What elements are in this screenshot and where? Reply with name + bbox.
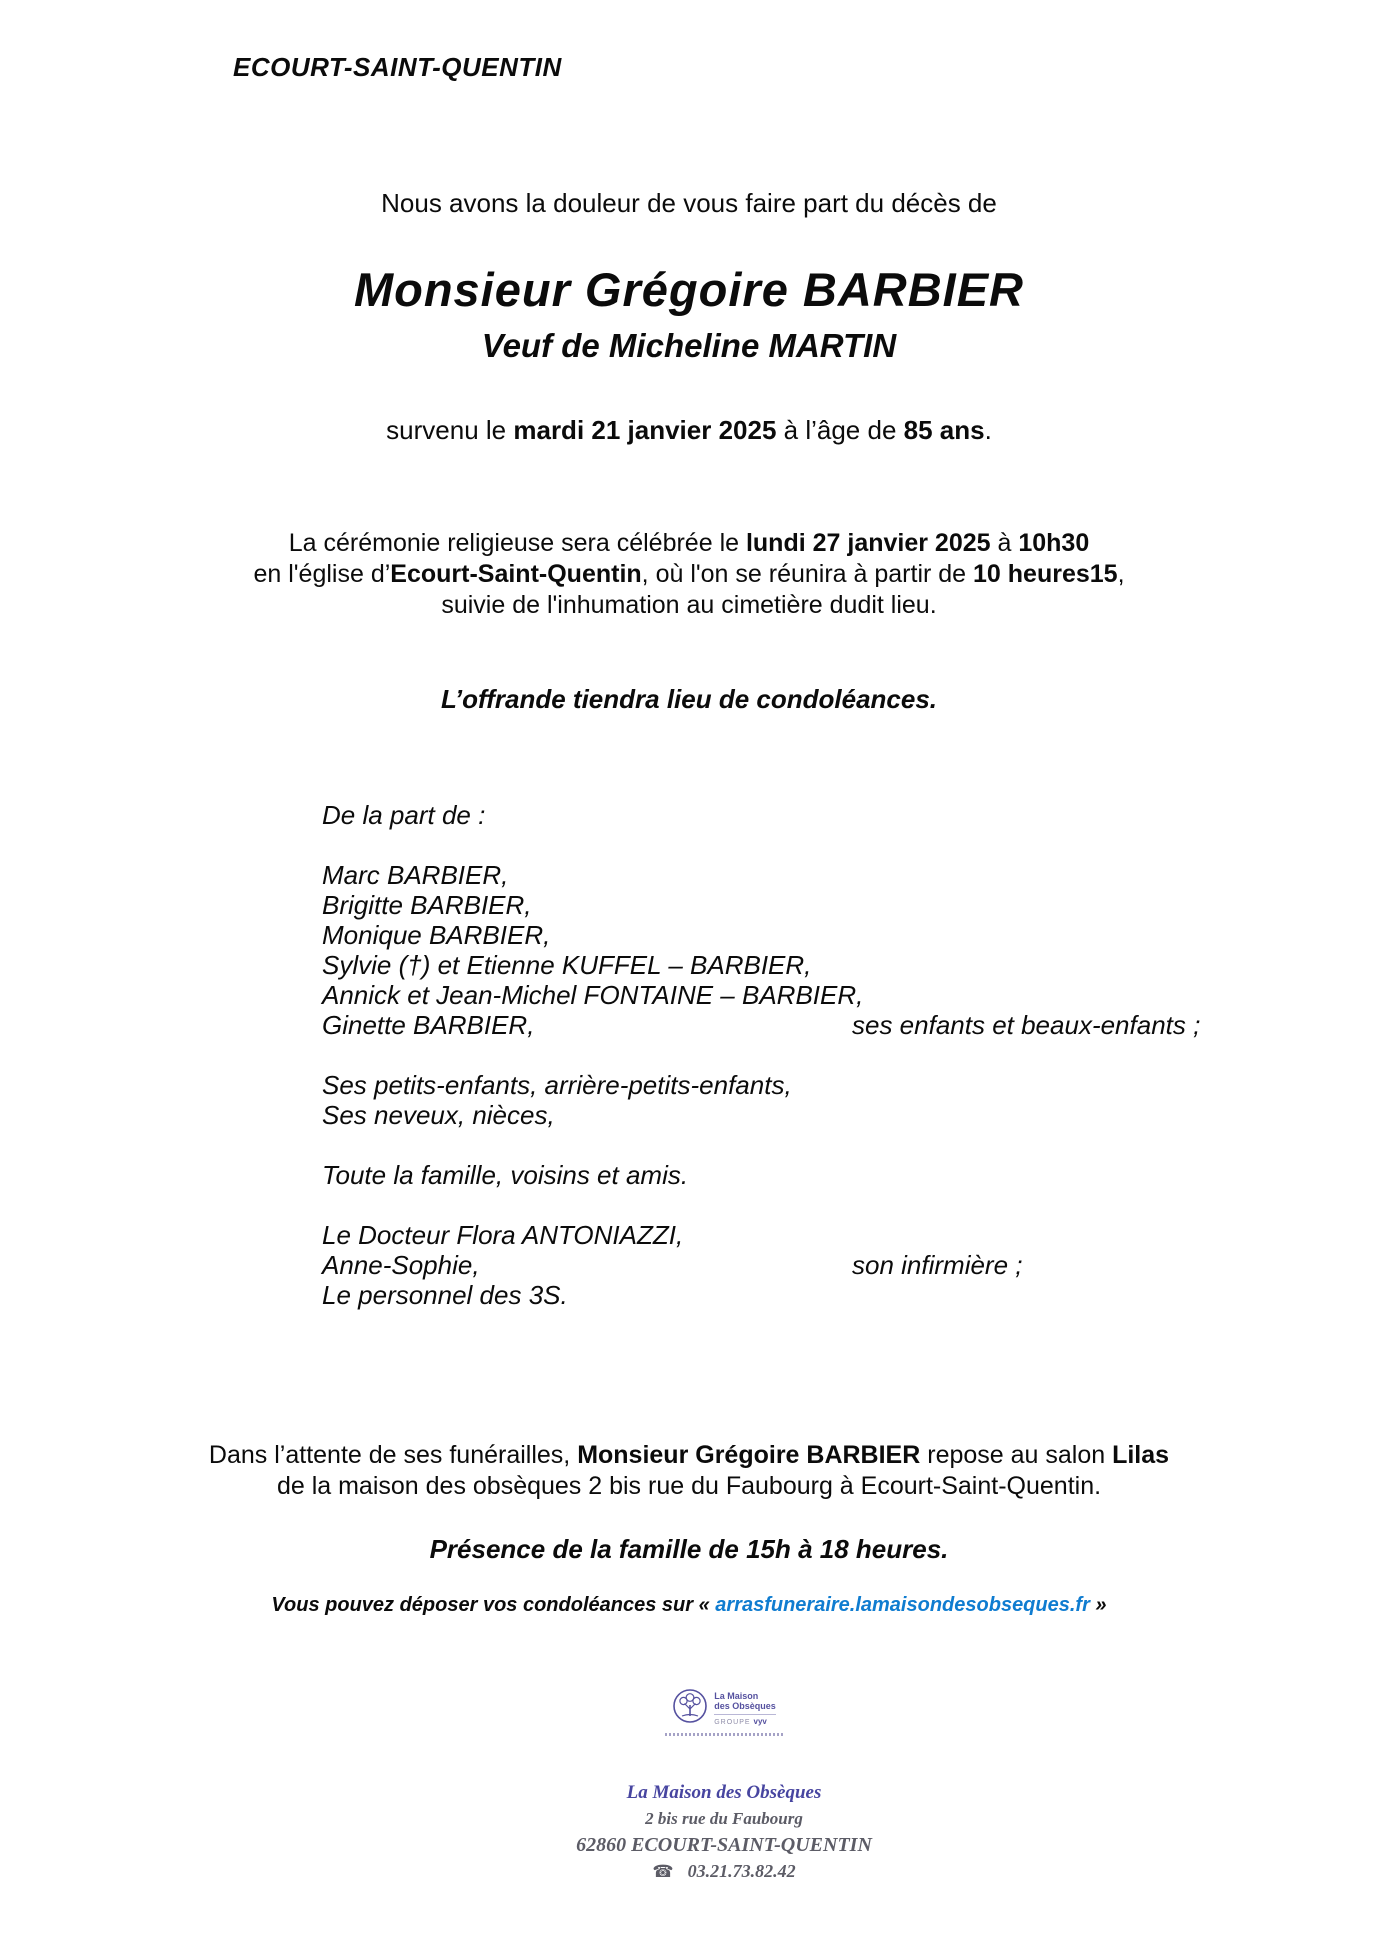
logo-tagline xyxy=(665,1733,783,1736)
gathering-time: 10 heures15 xyxy=(973,560,1118,588)
offering-line: L’offrande tiendra lieu de condoléances. xyxy=(440,684,938,714)
repose-paragraph xyxy=(0,1440,1378,1502)
ceremony-line-3: suivie de l'inhumation au cimetière dudit lieu. xyxy=(441,591,937,619)
spacer xyxy=(322,1040,1328,1070)
family-member: Monique BARBIER, xyxy=(322,920,551,950)
footer-address: 2 bis rue du Faubourg xyxy=(645,1809,803,1828)
family-heading: De la part de : xyxy=(322,800,486,830)
ceremony-l1-mid: à xyxy=(990,529,1019,557)
death-date-line xyxy=(0,415,1378,446)
condolences-pre: Vous pouvez déposer vos condoléances sur « xyxy=(271,1594,716,1616)
ceremony-l2-mid: , où l'on se réunira à partir de xyxy=(641,560,974,588)
repose-pre: Dans l’attente de ses funérailles, xyxy=(208,1441,578,1469)
family-section xyxy=(322,800,1328,1310)
footer-phone-number: 03.21.73.82.42 xyxy=(687,1861,796,1881)
family-friends-line: Toute la famille, voisins et amis. xyxy=(322,1160,689,1190)
caregiver: Anne-Sophie, xyxy=(322,1250,480,1280)
family-member: Marc BARBIER, xyxy=(322,860,509,890)
family-member: Ses neveux, nièces, xyxy=(322,1100,555,1130)
funeral-home-logo xyxy=(70,1688,1378,1736)
footer-contact-block xyxy=(70,1780,1378,1885)
tree-emblem-icon xyxy=(672,1688,708,1724)
presence-line: Présence de la famille de 15h à 18 heures. xyxy=(429,1534,949,1564)
children-role-label: ses enfants et beaux-enfants ; xyxy=(852,1010,1201,1040)
logo-box xyxy=(672,1688,776,1726)
family-member: Annick et Jean-Michel FONTAINE – BARBIER, xyxy=(322,980,864,1010)
logo-name-line-1: La Maison xyxy=(714,1691,759,1701)
family-member: Ginette BARBIER, xyxy=(322,1010,535,1040)
caregiver: Le Docteur Flora ANTONIAZZI, xyxy=(322,1220,684,1250)
ceremony-line-2 xyxy=(0,559,1378,590)
repose-mid: repose au salon xyxy=(920,1441,1113,1469)
ceremony-line-1 xyxy=(0,528,1378,559)
family-member: Ses petits-enfants, arrière-petits-enfants, xyxy=(322,1070,792,1100)
death-pre: survenu le xyxy=(386,415,514,445)
logo-name-line-2: des Obsèques xyxy=(714,1701,776,1711)
condolences-line xyxy=(0,1594,1378,1617)
footer-company-name: La Maison des Obsèques xyxy=(626,1782,822,1803)
caregiver: Le personnel des 3S. xyxy=(322,1280,568,1310)
family-member: Brigitte BARBIER, xyxy=(322,890,532,920)
death-end: . xyxy=(984,415,992,445)
condolences-end: » xyxy=(1089,1594,1107,1616)
caregiver-with-role xyxy=(322,1250,1328,1280)
footer-city: 62860 ECOURT-SAINT-QUENTIN xyxy=(576,1834,872,1856)
spacer xyxy=(322,1130,1328,1160)
ceremony-time: 10h30 xyxy=(1018,529,1090,557)
repose-line-2: de la maison des obsèques 2 bis rue du Faubourg à Ecourt-Saint-Quentin. xyxy=(276,1472,1102,1500)
caregiver-role-label: son infirmière ; xyxy=(852,1250,1023,1280)
ceremony-church: Ecourt-Saint-Quentin xyxy=(390,560,642,588)
deceased-subtitle: Veuf de Micheline MARTIN xyxy=(481,327,897,364)
ceremony-l2-pre: en l'église d’ xyxy=(253,560,391,588)
family-member: Sylvie (†) et Etienne KUFFEL – BARBIER, xyxy=(322,950,812,980)
spacer xyxy=(322,1190,1328,1220)
logo-group-word: GROUPE xyxy=(714,1719,751,1726)
repose-name: Monsieur Grégoire BARBIER xyxy=(577,1441,921,1469)
phone-icon: ☎ xyxy=(652,1862,674,1882)
death-mid: à l’âge de xyxy=(776,415,904,445)
condolences-link[interactable]: arrasfuneraire.lamaisondesobseques.fr xyxy=(715,1594,1090,1616)
death-age: 85 ans xyxy=(903,415,985,445)
logo-group-line xyxy=(714,1714,776,1726)
death-date: mardi 21 janvier 2025 xyxy=(513,415,777,445)
ceremony-date: lundi 27 janvier 2025 xyxy=(745,529,991,557)
logo-text xyxy=(714,1688,776,1726)
ceremony-l2-end: , xyxy=(1117,560,1125,588)
footer-phone-line xyxy=(70,1858,1378,1885)
commune-heading: ECOURT-SAINT-QUENTIN xyxy=(233,52,562,82)
logo-group-brand: vyv xyxy=(753,1717,767,1726)
repose-line-1 xyxy=(0,1440,1378,1471)
family-member-with-role xyxy=(322,1010,1328,1040)
ceremony-paragraph xyxy=(0,528,1378,621)
intro-line: Nous avons la douleur de vous faire part du décès de xyxy=(381,188,997,218)
repose-salon: Lilas xyxy=(1112,1441,1170,1469)
deceased-name: Monsieur Grégoire BARBIER xyxy=(353,263,1025,316)
ceremony-l1-pre: La cérémonie religieuse sera célébrée le xyxy=(288,529,746,557)
spacer xyxy=(322,830,1328,860)
